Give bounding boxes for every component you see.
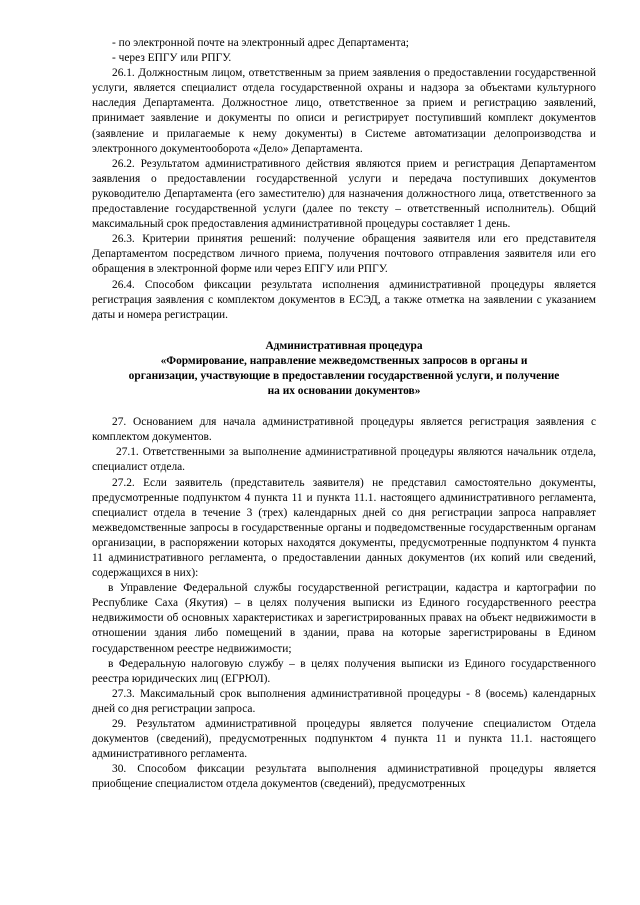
paragraph-27: 27. Основанием для начала административной процедуры является регистрация заявления с комплектом документов.	[92, 416, 596, 444]
paragraph-26-2: 26.2. Результатом административного действия являются прием и регистрация Департаментом заявления о предоставлении государственной услуги и передача поступивших документов руководителю Департамента (его заместителю) для назначения должностного лица, ответственного за предоставление государственной услуги (далее по тексту – ответственный исполнитель). Общий максимальный срок предоставления административной процедуры составляет 1 день.	[92, 157, 596, 231]
paragraph-26-3: 26.3. Критерии принятия решений: получение обращения заявителя или его представителя Департаментом посредством личного приема, получения почтового отправления заявителя или его обращения в электронной форме или через ЕПГУ или РПГУ.	[92, 233, 596, 276]
list-item-epgu: - через ЕПГУ или РПГУ.	[112, 52, 232, 65]
paragraph-rosreestr: в Управление Федеральной службы государственной регистрации, кадастра и картографии по Республике Саха (Якутия) – в целях получения выписки из Единого государственного реестра недвижимости об основных характеристиках и зарегистрированных правах на объект недвижимости в отношении здания либо помещений в здании, права на которые зарегистрированы в Едином государственном реестре недвижимости;	[92, 582, 596, 655]
spacer	[92, 399, 596, 415]
heading-line-1: Административная процедура	[265, 339, 423, 352]
paragraph-27-1: 27.1. Ответственными за выполнение административной процедуры являются начальник отдела, специалист отдела.	[92, 446, 596, 474]
paragraph-27-2: 27.2. Если заявитель (представитель заявителя) не представил самостоятельно документы, предусмотренные подпунктом 4 пункта 11 и пункта 11.1. настоящего административного регламента, специалист отдела в течение 3 (трех) календарных дней со дня регистрации запроса направляет межведомственные запросы в государственные органы и подведомственные государственным органам организации, в распоряжении которых находятся документы, предусмотренные подпунктом 4 пункта 11 административного регламента, о предоставлении данных документов (их копий или сведений, содержащихся в них):	[92, 476, 596, 580]
paragraph-29: 29. Результатом административной процедуры является получение специалистом Отдела документов (сведений), предусмотренных подпунктом 4 пункта 11 и пункта 11.1. настоящего административного регламента.	[92, 718, 596, 761]
heading-line-3: организации, участвующие в предоставлении государственной услуги, и получение	[128, 369, 560, 382]
spacer	[92, 323, 596, 339]
paragraph-fns: в Федеральную налоговую службу – в целях получения выписки из Единого государственного реестра юридических лиц (ЕГРЮЛ).	[92, 657, 596, 685]
paragraph-27-3: 27.3. Максимальный срок выполнения административной процедуры - 8 (восемь) календарных дней со дня регистрации запроса.	[92, 687, 596, 715]
list-item-email: - по электронной почте на электронный адрес Департамента;	[112, 37, 409, 49]
paragraph-26-4: 26.4. Способом фиксации результата исполнения административной процедуры является регистрация заявления с комплектом документов в ЕСЭД, а также отметка на заявлении с указанием даты и номера регистрации.	[92, 278, 596, 321]
heading-line-2: «Формирование, направление межведомственных запросов в органы и	[160, 354, 528, 367]
section-heading	[92, 339, 596, 399]
paragraph-26-1: 26.1. Должностным лицом, ответственным за прием заявления о предоставлении государственной услуги, является специалист отдела государственной охраны и надзора за объектами культурного наследия Департамента. Должностное лицо, ответственное за прием и регистрацию заявлений, принимает заявление и документы по описи и регистрирует поступивший комплект документов (заявление и прилагаемые к нему документы) в Системе автоматизации делопроизводства и электронного документооборота «Дело» Департамента.	[92, 67, 596, 155]
heading-line-4: на их основании документов»	[267, 385, 421, 398]
paragraph-30: 30. Способом фиксации результата выполнения административной процедуры является приобщение специалистом отдела документов (сведений), предусмотренных	[92, 763, 596, 791]
